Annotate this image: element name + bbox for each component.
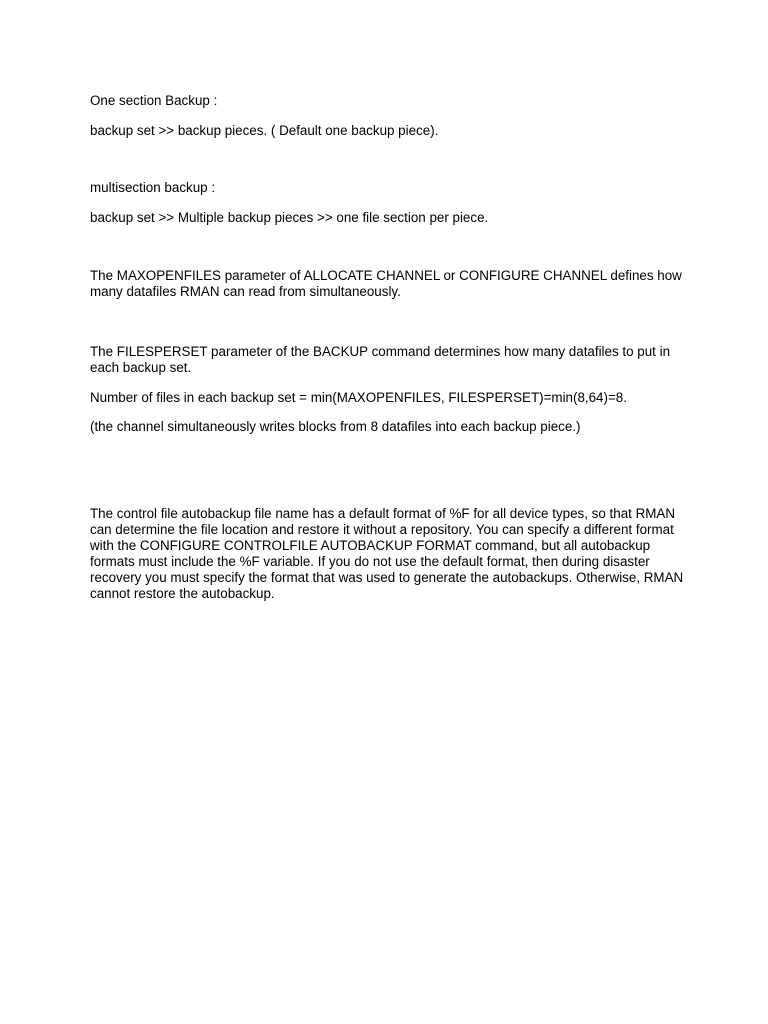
one-section-backup-heading: One section Backup : [90,93,218,108]
channel-write-note: (the channel simultaneously writes blocks from 8 datafiles into each backup piece.) [90,419,581,434]
controlfile-autobackup-paragraph: The control file autobackup file name has a default format of %F for all device types, so that RMAN can determine the file location and restore it without a repository. You can specify a different format with the CONFIGURE CONTROLFILE AUTOBACKUP FORMAT command, but all autobackup formats must include the %F variable. If you do not use the default format, then during disaster recovery you must specify the format that was used to generate the autobackups. Otherwise, RMAN cannot restore the autobackup. [90,506,684,601]
maxopenfiles-paragraph: The MAXOPENFILES parameter of ALLOCATE CHANNEL or CONFIGURE CHANNEL defines how many datafiles RMAN can read from simultaneously. [90,268,682,299]
filesperset-paragraph: The FILESPERSET parameter of the BACKUP command determines how many datafiles to put in each backup set. [90,344,671,375]
files-per-backup-set-formula: Number of files in each backup set = min(MAXOPENFILES, FILESPERSET)=min(8,64)=8. [90,390,627,405]
one-section-backup-description: backup set >> backup pieces. ( Default one backup piece). [90,123,439,138]
multisection-backup-heading: multisection backup : [90,180,216,195]
multisection-backup-description: backup set >> Multiple backup pieces >> one file section per piece. [90,210,489,225]
